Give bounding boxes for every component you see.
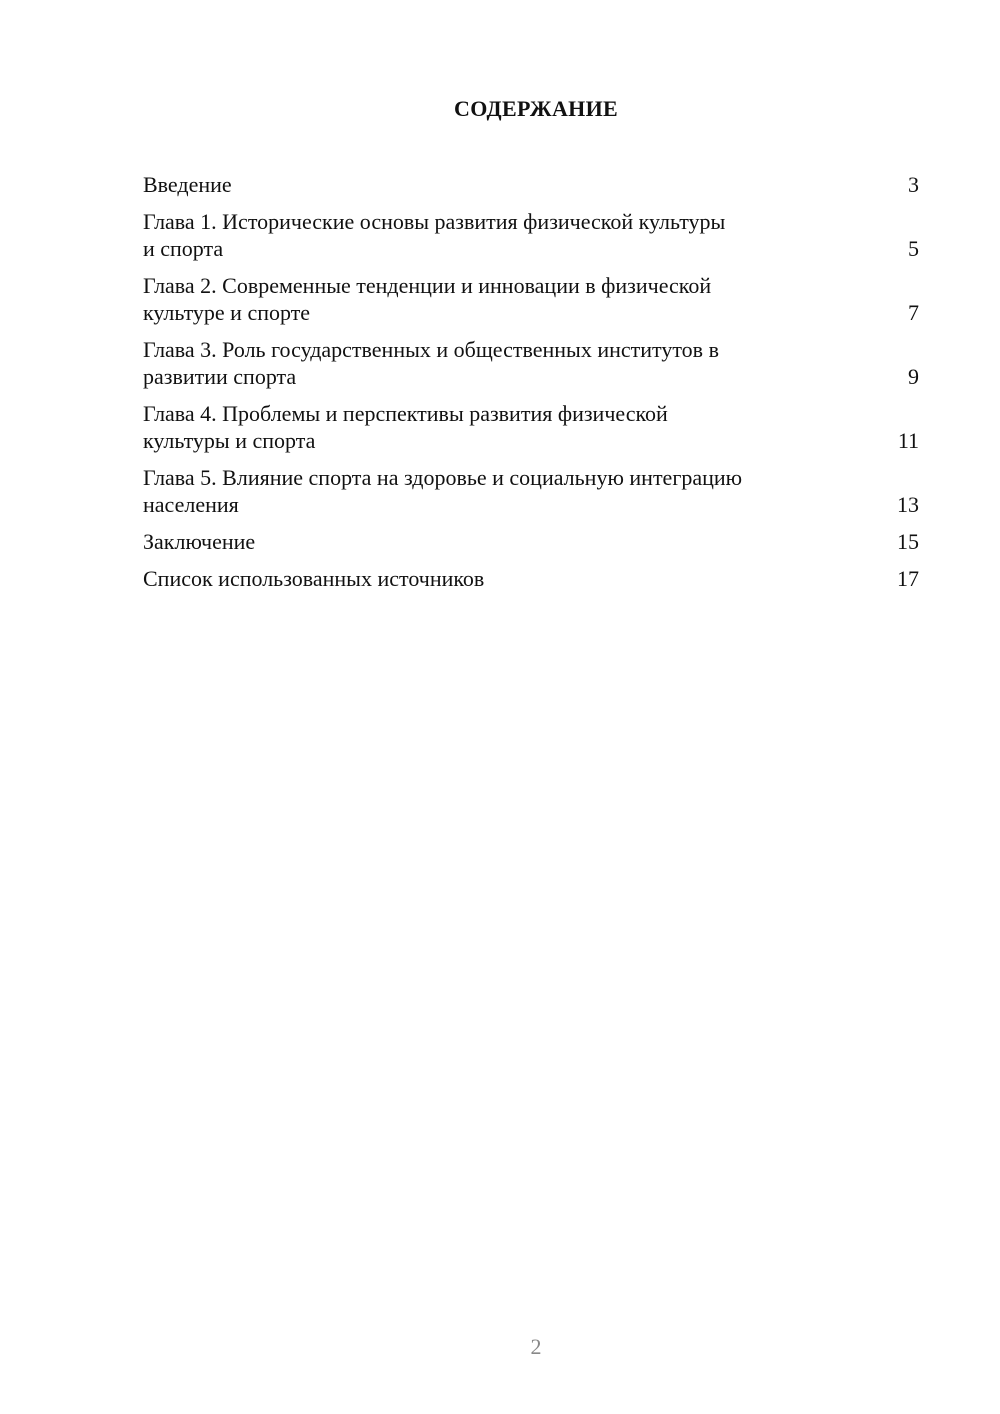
toc-entry-text: Заключение	[143, 529, 256, 554]
toc-entry-text: Список использованных источников	[143, 566, 485, 591]
toc-entry-page: 11	[897, 428, 919, 453]
page-number: 2	[530, 1334, 542, 1359]
toc-entry-chapter-1[interactable]	[143, 208, 919, 262]
toc-entry-text: Глава 1. Исторические основы развития физической культуры и спорта	[143, 209, 726, 261]
toc-entry-chapter-3[interactable]	[143, 336, 919, 390]
toc-entry-page: 9	[908, 364, 919, 389]
toc-entry-text: Глава 3. Роль государственных и общественных институтов в развитии спорта	[143, 337, 719, 389]
toc-entry-chapter-4[interactable]	[143, 400, 919, 454]
toc-entry-text: Введение	[143, 172, 232, 197]
toc-entry-text: Глава 4. Проблемы и перспективы развития физической культуры и спорта	[143, 401, 668, 453]
toc-entry-page: 7	[908, 300, 919, 325]
table-of-contents	[143, 171, 919, 602]
page-title: СОДЕРЖАНИЕ	[454, 96, 618, 121]
toc-entry-page: 17	[897, 566, 919, 591]
toc-entry-conclusion[interactable]	[143, 528, 919, 555]
toc-entry-page: 3	[908, 172, 919, 197]
toc-entry-page: 5	[908, 236, 919, 261]
toc-entry-chapter-5[interactable]	[143, 464, 919, 518]
toc-entry-page: 15	[897, 529, 919, 554]
toc-entry-text: Глава 5. Влияние спорта на здоровье и социальную интеграцию населения	[143, 465, 743, 517]
toc-entry-chapter-2[interactable]	[143, 272, 919, 326]
toc-entry-references[interactable]	[143, 565, 919, 592]
toc-entry-text: Глава 2. Современные тенденции и инновации в физической культуре и спорте	[143, 273, 712, 325]
toc-entry-page: 13	[897, 492, 919, 517]
toc-entry-introduction[interactable]	[143, 171, 919, 198]
